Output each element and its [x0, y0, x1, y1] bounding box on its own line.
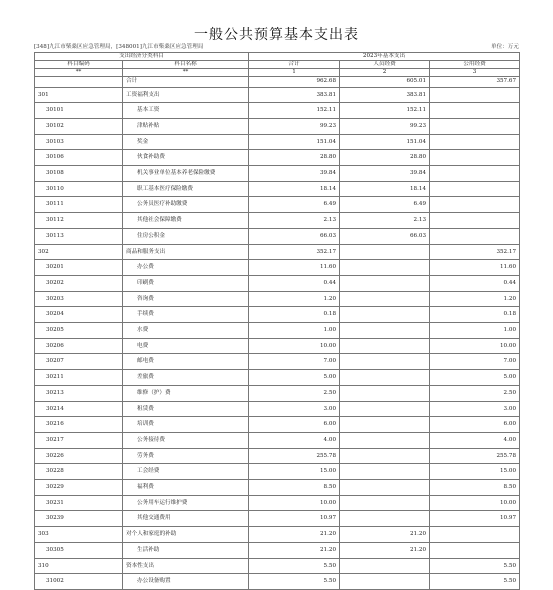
row-code: 30216 [35, 417, 123, 433]
row-total: 6.00 [249, 417, 340, 433]
row-total: 2.50 [249, 385, 340, 401]
table-row [35, 480, 520, 496]
row-total: 1.20 [249, 291, 340, 307]
row-personnel [340, 432, 430, 448]
row-personnel [340, 354, 430, 370]
header-index-row [35, 69, 520, 77]
table-row [35, 103, 520, 119]
table-row [35, 323, 520, 339]
header-basic-expenditure-year: 2023年基本支出 [249, 53, 520, 61]
row-personnel: 39.84 [340, 166, 430, 182]
row-code: 30102 [35, 118, 123, 134]
row-name: 公务员医疗补助缴费 [123, 197, 249, 213]
row-total: 21.20 [249, 527, 340, 543]
row-name: 维修（护）费 [123, 385, 249, 401]
row-total: 4.00 [249, 432, 340, 448]
row-public: 2.50 [430, 385, 520, 401]
row-code: 30106 [35, 150, 123, 166]
row-code: 30108 [35, 166, 123, 182]
row-name: 公务用车运行维护费 [123, 495, 249, 511]
total-code [35, 77, 123, 88]
row-total: 39.84 [249, 166, 340, 182]
page-title: 一般公共预算基本支出表 [194, 27, 359, 43]
row-code: 30112 [35, 213, 123, 229]
table-row [35, 338, 520, 354]
row-public [430, 542, 520, 558]
row-personnel [340, 480, 430, 496]
table-row [35, 558, 520, 574]
unit-value: 万元 [507, 44, 519, 50]
row-code: 31002 [35, 574, 123, 590]
row-public: 352.17 [430, 244, 520, 260]
row-name: 对个人和家庭的补助 [123, 527, 249, 543]
row-name: 水费 [123, 323, 249, 339]
row-name: 福利费 [123, 480, 249, 496]
header-group-row [35, 53, 520, 61]
row-personnel: 66.03 [340, 228, 430, 244]
row-total: 5.50 [249, 558, 340, 574]
row-name: 其他社会保障缴费 [123, 213, 249, 229]
row-total: 2.13 [249, 213, 340, 229]
table-row [35, 401, 520, 417]
row-code: 30101 [35, 103, 123, 119]
row-public: 5.50 [430, 574, 520, 590]
table-row [35, 150, 520, 166]
row-name: 印刷费 [123, 275, 249, 291]
row-personnel: 18.14 [340, 181, 430, 197]
row-code: 30111 [35, 197, 123, 213]
row-name: 住房公积金 [123, 228, 249, 244]
row-public [430, 228, 520, 244]
table-row [35, 511, 520, 527]
row-name: 资本性支出 [123, 558, 249, 574]
row-code: 30226 [35, 448, 123, 464]
row-public: 8.50 [430, 480, 520, 496]
row-name: 生活补助 [123, 542, 249, 558]
table-row [35, 87, 520, 103]
table-row [35, 275, 520, 291]
row-public: 10.97 [430, 511, 520, 527]
row-name: 差旅费 [123, 370, 249, 386]
table-row [35, 448, 520, 464]
table-body [35, 77, 520, 590]
row-total: 11.60 [249, 260, 340, 276]
table-row [35, 260, 520, 276]
row-name: 奖金 [123, 134, 249, 150]
row-total: 151.04 [249, 134, 340, 150]
row-code: 301 [35, 87, 123, 103]
row-code: 30305 [35, 542, 123, 558]
table-row [35, 181, 520, 197]
row-code: 30113 [35, 228, 123, 244]
table-row [35, 527, 520, 543]
row-code: 30202 [35, 275, 123, 291]
row-personnel [340, 464, 430, 480]
row-name: 工资福利支出 [123, 87, 249, 103]
row-total: 255.78 [249, 448, 340, 464]
row-public: 1.00 [430, 323, 520, 339]
table-row [35, 354, 520, 370]
row-personnel [340, 417, 430, 433]
header-public: 公用经费 [430, 61, 520, 69]
row-personnel [340, 558, 430, 574]
row-code: 310 [35, 558, 123, 574]
header-personnel: 人员经费 [340, 61, 430, 69]
row-personnel [340, 260, 430, 276]
total-public: 357.67 [430, 77, 520, 88]
row-name: 办公设备购置 [123, 574, 249, 590]
budget-table [34, 52, 520, 590]
header-index-1: 1 [249, 69, 340, 77]
report-subtitle [34, 43, 519, 52]
row-code: 30213 [35, 385, 123, 401]
row-total: 15.00 [249, 464, 340, 480]
row-total: 152.11 [249, 103, 340, 119]
row-public: 255.78 [430, 448, 520, 464]
row-name: 咨询费 [123, 291, 249, 307]
header-index-name: ** [123, 69, 249, 77]
unit-indicator [491, 43, 519, 52]
total-label: 合计 [123, 77, 249, 88]
row-public: 0.18 [430, 307, 520, 323]
row-name: 公务接待费 [123, 432, 249, 448]
table-row [35, 213, 520, 229]
row-public [430, 213, 520, 229]
row-total: 352.17 [249, 244, 340, 260]
row-public: 5.00 [430, 370, 520, 386]
table-row [35, 464, 520, 480]
row-code: 30203 [35, 291, 123, 307]
row-code: 30206 [35, 338, 123, 354]
table-row [35, 385, 520, 401]
row-total: 1.00 [249, 323, 340, 339]
table-header [35, 53, 520, 77]
row-total: 66.03 [249, 228, 340, 244]
row-name: 邮电费 [123, 354, 249, 370]
row-personnel: 21.20 [340, 542, 430, 558]
row-name: 租赁费 [123, 401, 249, 417]
row-personnel [340, 244, 430, 260]
row-personnel [340, 401, 430, 417]
row-public: 4.00 [430, 432, 520, 448]
row-code: 30217 [35, 432, 123, 448]
row-code: 30110 [35, 181, 123, 197]
row-name: 基本工资 [123, 103, 249, 119]
header-subject-name: 科目名称 [123, 61, 249, 69]
row-personnel [340, 275, 430, 291]
row-code: 30207 [35, 354, 123, 370]
table-row [35, 291, 520, 307]
row-public [430, 166, 520, 182]
row-public: 0.44 [430, 275, 520, 291]
row-total: 28.80 [249, 150, 340, 166]
row-personnel [340, 338, 430, 354]
row-code: 30228 [35, 464, 123, 480]
row-code: 30231 [35, 495, 123, 511]
row-personnel: 99.23 [340, 118, 430, 134]
total-personnel: 605.01 [340, 77, 430, 88]
row-public [430, 150, 520, 166]
total-row [35, 77, 520, 88]
row-code: 30201 [35, 260, 123, 276]
row-personnel: 152.11 [340, 103, 430, 119]
row-personnel: 151.04 [340, 134, 430, 150]
row-name: 伙食补助费 [123, 150, 249, 166]
header-economic-classification: 支出经济分类科目 [35, 53, 249, 61]
table-row [35, 134, 520, 150]
row-name: 工会经费 [123, 464, 249, 480]
row-total: 0.18 [249, 307, 340, 323]
row-name: 手续费 [123, 307, 249, 323]
row-public [430, 527, 520, 543]
row-personnel [340, 323, 430, 339]
row-public: 1.20 [430, 291, 520, 307]
row-code: 30211 [35, 370, 123, 386]
row-total: 383.81 [249, 87, 340, 103]
table-row [35, 370, 520, 386]
row-name: 电费 [123, 338, 249, 354]
row-total: 10.00 [249, 495, 340, 511]
row-public [430, 103, 520, 119]
header-index-2: 2 [340, 69, 430, 77]
row-name: 培训费 [123, 417, 249, 433]
row-public [430, 197, 520, 213]
table-row [35, 197, 520, 213]
table-row [35, 495, 520, 511]
row-public: 15.00 [430, 464, 520, 480]
row-name: 机关事业单位基本养老保险缴费 [123, 166, 249, 182]
row-total: 0.44 [249, 275, 340, 291]
row-public [430, 181, 520, 197]
row-public [430, 87, 520, 103]
table-row [35, 166, 520, 182]
row-code: 30205 [35, 323, 123, 339]
row-public: 6.00 [430, 417, 520, 433]
row-code: 30204 [35, 307, 123, 323]
table-row [35, 574, 520, 590]
row-code: 303 [35, 527, 123, 543]
row-personnel: 6.49 [340, 197, 430, 213]
table-row [35, 432, 520, 448]
row-public: 10.00 [430, 495, 520, 511]
row-total: 10.97 [249, 511, 340, 527]
row-public: 5.50 [430, 558, 520, 574]
row-personnel [340, 448, 430, 464]
row-public: 11.60 [430, 260, 520, 276]
row-public: 10.00 [430, 338, 520, 354]
row-total: 18.14 [249, 181, 340, 197]
row-personnel [340, 370, 430, 386]
row-code: 30103 [35, 134, 123, 150]
row-total: 7.00 [249, 354, 340, 370]
header-subject-code: 科目编码 [35, 61, 123, 69]
row-personnel: 28.80 [340, 150, 430, 166]
header-total: 合计 [249, 61, 340, 69]
row-personnel [340, 307, 430, 323]
row-name: 商品和服务支出 [123, 244, 249, 260]
row-code: 30229 [35, 480, 123, 496]
row-total: 10.00 [249, 338, 340, 354]
row-total: 6.49 [249, 197, 340, 213]
header-index-3: 3 [430, 69, 520, 77]
header-column-row [35, 61, 520, 69]
row-personnel: 21.20 [340, 527, 430, 543]
table-row [35, 307, 520, 323]
row-total: 21.20 [249, 542, 340, 558]
row-personnel [340, 574, 430, 590]
row-code: 30239 [35, 511, 123, 527]
unit-label: 单位： [491, 44, 508, 50]
table-row [35, 244, 520, 260]
row-personnel [340, 385, 430, 401]
row-total: 8.50 [249, 480, 340, 496]
row-public: 3.00 [430, 401, 520, 417]
organization-label: [348]九江市柴桑区应急管理局，[348001]九江市柴桑区应急管理局 [34, 44, 204, 50]
table-row [35, 118, 520, 134]
row-personnel [340, 291, 430, 307]
row-public [430, 118, 520, 134]
row-personnel: 383.81 [340, 87, 430, 103]
row-code: 302 [35, 244, 123, 260]
row-code: 30214 [35, 401, 123, 417]
table-row [35, 228, 520, 244]
row-personnel [340, 495, 430, 511]
row-personnel [340, 511, 430, 527]
row-name: 其他交通费用 [123, 511, 249, 527]
row-public [430, 134, 520, 150]
row-name: 劳务费 [123, 448, 249, 464]
row-name: 办公费 [123, 260, 249, 276]
row-personnel: 2.13 [340, 213, 430, 229]
table-row [35, 417, 520, 433]
row-total: 3.00 [249, 401, 340, 417]
table-row [35, 542, 520, 558]
row-name: 津贴补贴 [123, 118, 249, 134]
row-name: 职工基本医疗保险缴费 [123, 181, 249, 197]
header-index-code: ** [35, 69, 123, 77]
row-total: 99.23 [249, 118, 340, 134]
row-total: 5.00 [249, 370, 340, 386]
total-amount: 962.68 [249, 77, 340, 88]
row-public: 7.00 [430, 354, 520, 370]
row-total: 5.50 [249, 574, 340, 590]
